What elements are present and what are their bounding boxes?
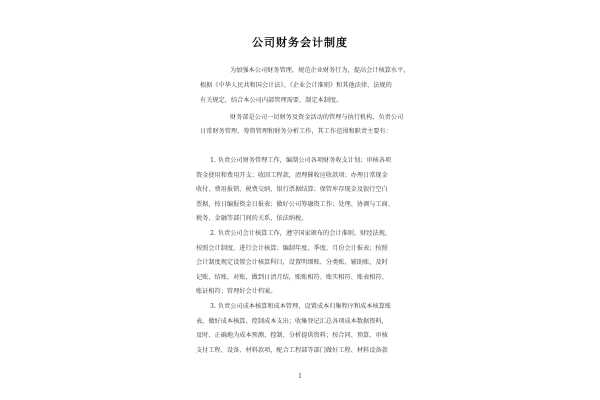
item2-line-3: 会计制度规定设置会计核算科目，设置明细账、分类账、辅助账，及时: [196, 259, 388, 266]
item1-line-5: 税务、金融等部门间的关系，依法纳税。: [196, 215, 308, 222]
item2-line-4: 记账、结账、对账，做到日清月结，账账相符、账实相符、账表相符、: [196, 274, 388, 281]
item1-line-2: 资金使用和费用开支；收回工程款，清理催收应收款项；办理日常现金: [196, 172, 388, 179]
dept-line-1: 财务部是公司一切财务及资金活动的管理与执行机构，负责公司: [230, 114, 404, 121]
intro-line-2: 根据《中华人民共和国会计法》、《企业会计准则》和其他法律、法规的: [200, 82, 392, 89]
item2-line-1: 2. 负责公司会计核算工作，遵守国家颁布的会计准则、财经法规，: [210, 230, 392, 237]
item1-line-4: 票据，按日编报资金日报表；做好公司筹融资工作；处理、协调与工商、: [196, 201, 394, 208]
dept-line-2: 日常财务管理、筹资管理和财务分析工作，其工作范围和职责主要有：: [200, 128, 392, 135]
intro-line-1: 为加强本公司财务管理，规范企业财务行为，提高会计核算水平，: [230, 67, 410, 74]
item3-line-3: 及时、正确地为成本预测、控制、分析提供资料；按合同、预算、审核: [196, 332, 388, 339]
item2-line-2: 按照会计制度，进行会计核算；编制年度、季度、月份会计报表；按照: [196, 245, 388, 252]
item1-line-1: 1. 负责公司财务管理工作，编制公司各项财务收支计划；审核各项: [210, 157, 392, 164]
page-number: 1: [298, 373, 302, 380]
item1-line-3: 收付、费用报销、税费交纳、银行票据结算；保管库存现金及银行空白: [196, 186, 388, 193]
document-title: 公司财务会计制度: [252, 36, 348, 49]
item3-line-2: 表，做好成本核算、控制成本支出；收集登记汇总各项成本数据资料，: [196, 318, 388, 325]
intro-line-3: 有关规定，结合本公司内部管理需要，制定本制度。: [200, 97, 343, 104]
item3-line-4: 支付工程、设备、材料款项，配合工程部等部门做好工程、材料设备款: [196, 347, 388, 354]
item2-line-5: 账证相符；管理好会计档案。: [196, 288, 277, 295]
item3-line-1: 3. 负责公司成本核算和成本管理，设置成本归集程序和成本核算账: [210, 303, 392, 310]
